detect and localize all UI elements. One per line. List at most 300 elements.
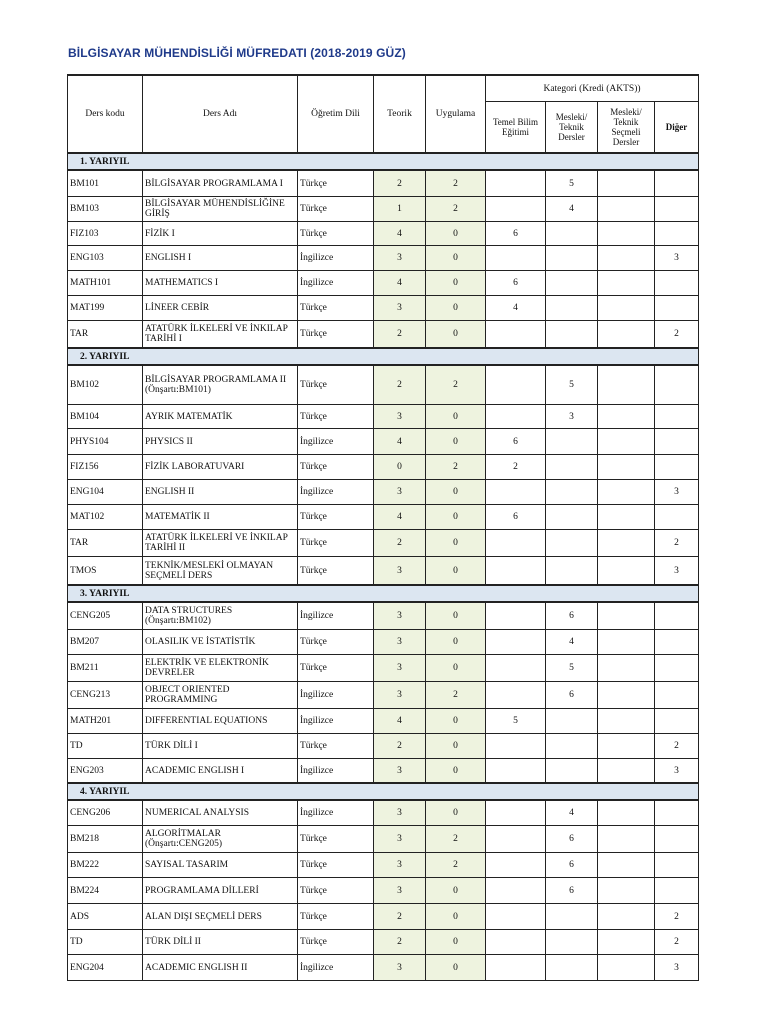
course-code: BM218 xyxy=(68,826,143,853)
table-row xyxy=(68,930,699,955)
credit-professional xyxy=(546,429,598,455)
table-row xyxy=(68,271,699,296)
credit-basic-science: 4 xyxy=(486,296,546,321)
theory-hours: 1 xyxy=(374,197,426,222)
credit-basic-science: 6 xyxy=(486,222,546,246)
course-language: İngilizce xyxy=(298,429,374,455)
credit-elective xyxy=(598,321,655,349)
credit-professional: 6 xyxy=(546,682,598,709)
course-language: İngilizce xyxy=(298,682,374,709)
theory-hours: 3 xyxy=(374,682,426,709)
course-code: CENG213 xyxy=(68,682,143,709)
practice-hours: 2 xyxy=(426,682,486,709)
course-code: BM224 xyxy=(68,878,143,904)
course-language: Türkçe xyxy=(298,321,374,349)
header-cat-other: Diğer xyxy=(655,102,699,154)
course-name: TEKNİK/MESLEKİ OLMAYAN SEÇMELİ DERS xyxy=(143,557,298,586)
credit-basic-science xyxy=(486,480,546,505)
theory-hours: 4 xyxy=(374,709,426,734)
table-row xyxy=(68,826,699,853)
course-language: Türkçe xyxy=(298,170,374,197)
course-language: Türkçe xyxy=(298,365,374,405)
theory-hours: 4 xyxy=(374,429,426,455)
theory-hours: 3 xyxy=(374,759,426,784)
credit-basic-science xyxy=(486,246,546,271)
credit-professional: 5 xyxy=(546,655,598,682)
course-code: BM103 xyxy=(68,197,143,222)
course-name: FİZİK I xyxy=(143,222,298,246)
practice-hours: 0 xyxy=(426,557,486,586)
course-name: ELEKTRİK VE ELEKTRONİK DEVRELER xyxy=(143,655,298,682)
course-language: Türkçe xyxy=(298,853,374,878)
credit-professional: 4 xyxy=(546,800,598,826)
semester-header xyxy=(68,783,699,800)
practice-hours: 0 xyxy=(426,759,486,784)
credit-basic-science: 5 xyxy=(486,709,546,734)
course-language: Türkçe xyxy=(298,505,374,530)
credit-basic-science xyxy=(486,530,546,557)
theory-hours: 3 xyxy=(374,800,426,826)
course-language: Türkçe xyxy=(298,557,374,586)
table-row xyxy=(68,682,699,709)
header-cat-professional: Mesleki/ Teknik Dersler xyxy=(546,102,598,154)
credit-other: 2 xyxy=(655,530,699,557)
course-language: İngilizce xyxy=(298,480,374,505)
theory-hours: 3 xyxy=(374,296,426,321)
course-language: Türkçe xyxy=(298,405,374,429)
practice-hours: 0 xyxy=(426,429,486,455)
course-name: TÜRK DİLİ II xyxy=(143,930,298,955)
credit-elective xyxy=(598,904,655,930)
credit-elective xyxy=(598,296,655,321)
table-row xyxy=(68,429,699,455)
theory-hours: 3 xyxy=(374,655,426,682)
table-row xyxy=(68,505,699,530)
credit-basic-science xyxy=(486,853,546,878)
table-row xyxy=(68,878,699,904)
course-name: ATATÜRK İLKELERİ VE İNKILAP TARİHİ I xyxy=(143,321,298,349)
course-code: ENG204 xyxy=(68,955,143,981)
theory-hours: 2 xyxy=(374,530,426,557)
credit-elective xyxy=(598,429,655,455)
credit-basic-science: 6 xyxy=(486,429,546,455)
course-name: PROGRAMLAMA DİLLERİ xyxy=(143,878,298,904)
credit-basic-science xyxy=(486,826,546,853)
credit-professional: 5 xyxy=(546,170,598,197)
credit-elective xyxy=(598,197,655,222)
header-theory: Teorik xyxy=(374,75,426,153)
semester-header xyxy=(68,348,699,365)
credit-basic-science xyxy=(486,800,546,826)
header-language: Öğretim Dili xyxy=(298,75,374,153)
practice-hours: 0 xyxy=(426,321,486,349)
credit-other xyxy=(655,682,699,709)
curriculum-table xyxy=(67,74,699,981)
table-row xyxy=(68,246,699,271)
course-name: BİLGİSAYAR PROGRAMLAMA I xyxy=(143,170,298,197)
credit-basic-science xyxy=(486,170,546,197)
course-language: İngilizce xyxy=(298,271,374,296)
credit-professional xyxy=(546,530,598,557)
course-name: ENGLISH I xyxy=(143,246,298,271)
course-language: Türkçe xyxy=(298,734,374,759)
credit-basic-science xyxy=(486,734,546,759)
course-name: BİLGİSAYAR PROGRAMLAMA II (Önşartı:BM101) xyxy=(143,365,298,405)
practice-hours: 0 xyxy=(426,709,486,734)
credit-other: 2 xyxy=(655,321,699,349)
table-row xyxy=(68,170,699,197)
credit-elective xyxy=(598,655,655,682)
practice-hours: 2 xyxy=(426,826,486,853)
credit-other xyxy=(655,197,699,222)
semester-label: 3. YARIYIL xyxy=(68,585,699,602)
course-language: Türkçe xyxy=(298,878,374,904)
curriculum-body xyxy=(68,153,699,981)
credit-basic-science xyxy=(486,878,546,904)
table-row xyxy=(68,734,699,759)
semester-label: 4. YARIYIL xyxy=(68,783,699,800)
theory-hours: 3 xyxy=(374,955,426,981)
credit-other xyxy=(655,429,699,455)
theory-hours: 4 xyxy=(374,271,426,296)
header-cat-elective: Mesleki/ Teknik Seçmeli Dersler xyxy=(598,102,655,154)
course-language: Türkçe xyxy=(298,197,374,222)
course-code: BM104 xyxy=(68,405,143,429)
credit-elective xyxy=(598,630,655,655)
course-code: MAT102 xyxy=(68,505,143,530)
credit-other xyxy=(655,170,699,197)
practice-hours: 0 xyxy=(426,602,486,630)
theory-hours: 3 xyxy=(374,602,426,630)
course-name: MATHEMATICS I xyxy=(143,271,298,296)
course-name: BİLGİSAYAR MÜHENDİSLİĞİNE GİRİŞ xyxy=(143,197,298,222)
credit-other: 3 xyxy=(655,955,699,981)
credit-elective xyxy=(598,955,655,981)
credit-elective xyxy=(598,480,655,505)
theory-hours: 0 xyxy=(374,455,426,480)
credit-professional xyxy=(546,271,598,296)
course-name: SAYISAL TASARIM xyxy=(143,853,298,878)
credit-other: 3 xyxy=(655,557,699,586)
theory-hours: 4 xyxy=(374,222,426,246)
credit-elective xyxy=(598,930,655,955)
credit-other: 2 xyxy=(655,930,699,955)
practice-hours: 0 xyxy=(426,904,486,930)
credit-professional xyxy=(546,222,598,246)
credit-elective xyxy=(598,709,655,734)
practice-hours: 2 xyxy=(426,455,486,480)
course-code: TAR xyxy=(68,321,143,349)
practice-hours: 0 xyxy=(426,530,486,557)
credit-elective xyxy=(598,853,655,878)
practice-hours: 0 xyxy=(426,222,486,246)
course-code: FIZ156 xyxy=(68,455,143,480)
credit-elective xyxy=(598,557,655,586)
course-language: Türkçe xyxy=(298,530,374,557)
credit-professional xyxy=(546,246,598,271)
table-row xyxy=(68,709,699,734)
course-name: ENGLISH II xyxy=(143,480,298,505)
credit-other: 3 xyxy=(655,480,699,505)
credit-professional xyxy=(546,480,598,505)
credit-elective xyxy=(598,759,655,784)
credit-elective xyxy=(598,505,655,530)
credit-basic-science xyxy=(486,904,546,930)
credit-elective xyxy=(598,734,655,759)
table-row xyxy=(68,759,699,784)
course-language: Türkçe xyxy=(298,455,374,480)
credit-professional: 6 xyxy=(546,826,598,853)
table-row xyxy=(68,365,699,405)
course-language: Türkçe xyxy=(298,655,374,682)
practice-hours: 2 xyxy=(426,170,486,197)
credit-other xyxy=(655,853,699,878)
credit-other: 3 xyxy=(655,759,699,784)
theory-hours: 3 xyxy=(374,246,426,271)
course-name: ATATÜRK İLKELERİ VE İNKILAP TARİHİ II xyxy=(143,530,298,557)
credit-professional: 6 xyxy=(546,602,598,630)
semester-label: 1. YARIYIL xyxy=(68,153,699,170)
credit-other xyxy=(655,271,699,296)
theory-hours: 2 xyxy=(374,930,426,955)
semester-label: 2. YARIYIL xyxy=(68,348,699,365)
semester-header xyxy=(68,153,699,170)
table-row xyxy=(68,296,699,321)
theory-hours: 4 xyxy=(374,505,426,530)
practice-hours: 0 xyxy=(426,734,486,759)
credit-elective xyxy=(598,826,655,853)
course-language: İngilizce xyxy=(298,800,374,826)
course-name: OLASILIK VE İSTATİSTİK xyxy=(143,630,298,655)
course-code: TAR xyxy=(68,530,143,557)
credit-professional xyxy=(546,759,598,784)
course-name: ALAN DIŞI SEÇMELİ DERS xyxy=(143,904,298,930)
credit-other xyxy=(655,222,699,246)
practice-hours: 0 xyxy=(426,955,486,981)
theory-hours: 2 xyxy=(374,321,426,349)
credit-other: 3 xyxy=(655,246,699,271)
credit-professional xyxy=(546,321,598,349)
credit-professional xyxy=(546,557,598,586)
practice-hours: 0 xyxy=(426,930,486,955)
practice-hours: 0 xyxy=(426,655,486,682)
credit-basic-science xyxy=(486,630,546,655)
practice-hours: 0 xyxy=(426,800,486,826)
credit-basic-science xyxy=(486,955,546,981)
credit-basic-science: 6 xyxy=(486,505,546,530)
credit-other xyxy=(655,296,699,321)
course-name: NUMERICAL ANALYSIS xyxy=(143,800,298,826)
table-row xyxy=(68,853,699,878)
practice-hours: 0 xyxy=(426,630,486,655)
course-code: ENG203 xyxy=(68,759,143,784)
table-row xyxy=(68,405,699,429)
course-code: MATH101 xyxy=(68,271,143,296)
course-name: PHYSICS II xyxy=(143,429,298,455)
course-code: CENG205 xyxy=(68,602,143,630)
credit-professional xyxy=(546,930,598,955)
credit-professional: 3 xyxy=(546,405,598,429)
credit-basic-science xyxy=(486,602,546,630)
credit-elective xyxy=(598,602,655,630)
credit-professional xyxy=(546,955,598,981)
header-code: Ders kodu xyxy=(68,75,143,153)
course-name: FİZİK LABORATUVARI xyxy=(143,455,298,480)
table-row xyxy=(68,530,699,557)
credit-other xyxy=(655,365,699,405)
table-row xyxy=(68,557,699,586)
course-code: CENG206 xyxy=(68,800,143,826)
credit-elective xyxy=(598,405,655,429)
course-code: BM101 xyxy=(68,170,143,197)
practice-hours: 2 xyxy=(426,365,486,405)
course-language: İngilizce xyxy=(298,246,374,271)
credit-other xyxy=(655,709,699,734)
course-name: TÜRK DİLİ I xyxy=(143,734,298,759)
credit-professional: 4 xyxy=(546,197,598,222)
table-row xyxy=(68,222,699,246)
course-code: TD xyxy=(68,734,143,759)
practice-hours: 0 xyxy=(426,480,486,505)
theory-hours: 3 xyxy=(374,405,426,429)
credit-other: 2 xyxy=(655,904,699,930)
course-code: ADS xyxy=(68,904,143,930)
credit-basic-science xyxy=(486,197,546,222)
table-row xyxy=(68,197,699,222)
course-language: İngilizce xyxy=(298,602,374,630)
course-language: Türkçe xyxy=(298,630,374,655)
credit-other xyxy=(655,505,699,530)
table-row xyxy=(68,321,699,349)
credit-elective xyxy=(598,246,655,271)
credit-elective xyxy=(598,878,655,904)
course-name: ALGORİTMALAR (Önşartı:CENG205) xyxy=(143,826,298,853)
credit-professional xyxy=(546,455,598,480)
practice-hours: 0 xyxy=(426,246,486,271)
theory-hours: 3 xyxy=(374,557,426,586)
credit-other xyxy=(655,405,699,429)
credit-professional xyxy=(546,296,598,321)
credit-professional: 6 xyxy=(546,853,598,878)
credit-professional: 4 xyxy=(546,630,598,655)
course-language: Türkçe xyxy=(298,296,374,321)
credit-elective xyxy=(598,170,655,197)
course-language: Türkçe xyxy=(298,826,374,853)
practice-hours: 2 xyxy=(426,853,486,878)
practice-hours: 0 xyxy=(426,878,486,904)
page-title: BİLGİSAYAR MÜHENDİSLİĞİ MÜFREDATI (2018-2019 GÜZ) xyxy=(68,46,406,60)
practice-hours: 0 xyxy=(426,271,486,296)
course-code: PHYS104 xyxy=(68,429,143,455)
credit-basic-science xyxy=(486,682,546,709)
practice-hours: 0 xyxy=(426,405,486,429)
theory-hours: 2 xyxy=(374,734,426,759)
course-code: BM211 xyxy=(68,655,143,682)
credit-other xyxy=(655,602,699,630)
practice-hours: 0 xyxy=(426,296,486,321)
theory-hours: 2 xyxy=(374,904,426,930)
course-language: Türkçe xyxy=(298,904,374,930)
credit-professional: 5 xyxy=(546,365,598,405)
credit-basic-science xyxy=(486,405,546,429)
course-code: TMOS xyxy=(68,557,143,586)
course-name: LİNEER CEBİR xyxy=(143,296,298,321)
credit-elective xyxy=(598,455,655,480)
theory-hours: 3 xyxy=(374,826,426,853)
credit-other xyxy=(655,878,699,904)
course-code: FIZ103 xyxy=(68,222,143,246)
credit-professional: 6 xyxy=(546,878,598,904)
credit-other xyxy=(655,455,699,480)
credit-other xyxy=(655,800,699,826)
credit-other: 2 xyxy=(655,734,699,759)
course-code: ENG104 xyxy=(68,480,143,505)
credit-basic-science xyxy=(486,930,546,955)
course-name: DIFFERENTIAL EQUATIONS xyxy=(143,709,298,734)
credit-elective xyxy=(598,365,655,405)
credit-basic-science: 2 xyxy=(486,455,546,480)
credit-professional xyxy=(546,505,598,530)
credit-professional xyxy=(546,904,598,930)
course-name: AYRIK MATEMATİK xyxy=(143,405,298,429)
course-code: TD xyxy=(68,930,143,955)
course-code: BM207 xyxy=(68,630,143,655)
credit-other xyxy=(655,630,699,655)
course-language: Türkçe xyxy=(298,222,374,246)
credit-elective xyxy=(598,222,655,246)
table-row xyxy=(68,955,699,981)
course-code: ENG103 xyxy=(68,246,143,271)
course-name: MATEMATİK II xyxy=(143,505,298,530)
table-row xyxy=(68,630,699,655)
course-code: MATH201 xyxy=(68,709,143,734)
course-name: OBJECT ORIENTED PROGRAMMING xyxy=(143,682,298,709)
course-name: DATA STRUCTURES (Önşartı:BM102) xyxy=(143,602,298,630)
theory-hours: 2 xyxy=(374,365,426,405)
credit-basic-science xyxy=(486,321,546,349)
table-row xyxy=(68,655,699,682)
credit-basic-science xyxy=(486,365,546,405)
header-cat-basic-science: Temel Bilim Eğitimi xyxy=(486,102,546,154)
theory-hours: 3 xyxy=(374,630,426,655)
semester-header xyxy=(68,585,699,602)
credit-elective xyxy=(598,682,655,709)
course-language: İngilizce xyxy=(298,955,374,981)
practice-hours: 2 xyxy=(426,197,486,222)
theory-hours: 3 xyxy=(374,853,426,878)
header-practice: Uygulama xyxy=(426,75,486,153)
credit-basic-science xyxy=(486,655,546,682)
table-row xyxy=(68,480,699,505)
credit-elective xyxy=(598,530,655,557)
practice-hours: 0 xyxy=(426,505,486,530)
credit-elective xyxy=(598,271,655,296)
header-name: Ders Adı xyxy=(143,75,298,153)
credit-other xyxy=(655,655,699,682)
table-row xyxy=(68,602,699,630)
theory-hours: 3 xyxy=(374,480,426,505)
table-row xyxy=(68,800,699,826)
course-name: ACADEMIC ENGLISH II xyxy=(143,955,298,981)
table-row xyxy=(68,904,699,930)
course-language: Türkçe xyxy=(298,930,374,955)
course-name: ACADEMIC ENGLISH I xyxy=(143,759,298,784)
credit-basic-science: 6 xyxy=(486,271,546,296)
credit-professional xyxy=(546,709,598,734)
credit-basic-science xyxy=(486,557,546,586)
table-row xyxy=(68,455,699,480)
course-code: BM102 xyxy=(68,365,143,405)
